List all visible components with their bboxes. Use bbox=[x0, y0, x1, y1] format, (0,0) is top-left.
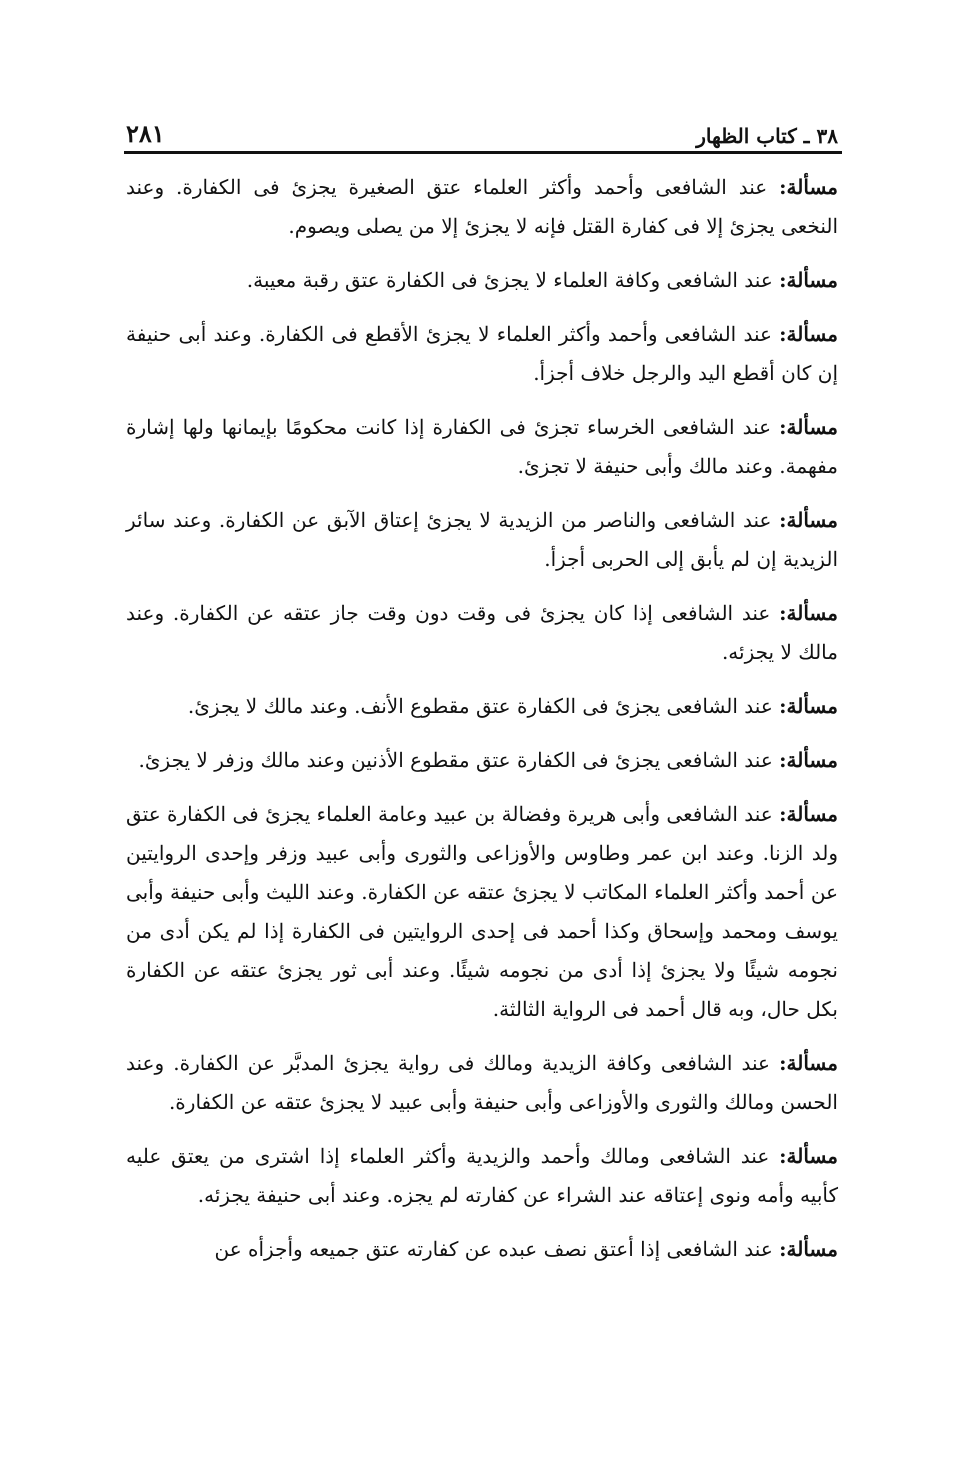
masala-text: عند الشافعى ومالك وأحمد والزيدية وأكثر العلماء إذا اشترى من يعتق عليه كأبيه وأمه ونوى إعتاقه عند الشراء عن كفارته لم يجزه. وعند أبى حنيفة يجزئه. bbox=[126, 1144, 838, 1207]
masala-paragraph bbox=[126, 1044, 838, 1122]
masala-label: مسألة: bbox=[779, 322, 838, 346]
masala-label: مسألة: bbox=[779, 694, 838, 718]
masala-text: عند الشافعى وأبى هريرة وفضالة بن عبيد وعامة العلماء يجزئ فى الكفارة عتق ولد الزنا. وعند ابن عمر وطاوس والأوزاعى والثورى وأبى عبيد وزفر وإحدى الروايتين عن أحمد وأكثر العلماء المكاتب لا يجزئ عتقه عن الكفارة. وعند الليث وأبى حنيفة وأبى يوسف ومحمد وإسحاق وكذا أحمد فى إحدى الروايتين فى الكفارة إذا لم يكن أدى من نجومه شيئًا ولا يجزئ إذا أدى من نجومه شيئًا. وعند أبى ثور يجزئ عتقه عن الكفارة بكل حال، وبه قال أحمد فى الرواية الثالثة. bbox=[126, 802, 839, 1021]
masala-paragraph bbox=[126, 594, 838, 672]
masala-label: مسألة: bbox=[779, 1051, 838, 1075]
masala-text: عند الشافعى إذا كان يجزئ فى وقت دون وقت جاز عتقه عن الكفارة. وعند مالك لا يجزئه. bbox=[126, 601, 838, 664]
page-body bbox=[126, 168, 838, 1284]
masala-paragraph bbox=[126, 795, 838, 1029]
page-number: ٢٨١ bbox=[126, 119, 165, 148]
masala-text: عند الشافعى والناصر من الزيدية لا يجزئ إعتاق الآبق عن الكفارة. وعند سائر الزيدية إن لم يأبق إلى الحربى أجزأ. bbox=[126, 508, 838, 571]
masala-label: مسألة: bbox=[779, 1237, 838, 1261]
header-rule bbox=[124, 151, 842, 154]
masala-text: عند الشافعى الخرساء تجزئ فى الكفارة إذا كانت محكومًا بإيمانها ولها إشارة مفهمة. وعند مالك وأبى حنيفة لا تجزئ. bbox=[126, 415, 838, 478]
masala-text: عند الشافعى يجزئ فى الكفارة عتق مقطوع الأذنين وعند مالك وزفر لا يجزئ. bbox=[138, 748, 773, 772]
masala-text: عند الشافعى إذا أعتق نصف عبده عن كفارته عتق جميعه وأجزأه عن bbox=[214, 1237, 773, 1261]
masala-label: مسألة: bbox=[779, 748, 838, 772]
masala-text: عند الشافعى وكافة العلماء لا يجزئ فى الكفارة عتق رقبة معيبة. bbox=[246, 268, 773, 292]
masala-label: مسألة: bbox=[779, 175, 839, 199]
masala-paragraph bbox=[126, 741, 838, 780]
masala-text: عند الشافعى يجزئ فى الكفارة عتق مقطوع الأنف. وعند مالك لا يجزئ. bbox=[187, 694, 773, 718]
masala-paragraph bbox=[126, 168, 838, 246]
masala-paragraph bbox=[126, 408, 838, 486]
masala-paragraph bbox=[126, 1230, 838, 1269]
masala-text: عند الشافعى وأحمد وأكثر العلماء عتق الصغيرة يجزئ فى الكفارة. وعند النخعى يجزئ إلا فى كفارة القتل فإنه لا يجزئ إلا من يصلى ويصوم. bbox=[126, 175, 838, 238]
masala-paragraph bbox=[126, 1137, 838, 1215]
masala-label: مسألة: bbox=[779, 268, 838, 292]
masala-label: مسألة: bbox=[779, 802, 839, 826]
chapter-title: ٣٨ ـ كتاب الظهار bbox=[696, 124, 838, 148]
masala-text: عند الشافعى وأحمد وأكثر العلماء لا يجزئ الأقطع فى الكفارة. وعند أبى حنيفة إن كان أقطع اليد والرجل خلاف أجزأ. bbox=[126, 322, 838, 385]
masala-text: عند الشافعى وكافة الزيدية ومالك فى رواية يجزئ المدبَّر عن الكفارة. وعند الحسن ومالك والثورى والأوزاعى وأبى حنيفة وأبى عبيد لا يجزئ عتقه عن الكفارة. bbox=[126, 1051, 838, 1114]
masala-paragraph bbox=[126, 501, 838, 579]
masala-label: مسألة: bbox=[779, 601, 838, 625]
masala-label: مسألة: bbox=[779, 1144, 839, 1168]
masala-paragraph bbox=[126, 315, 838, 393]
masala-paragraph bbox=[126, 261, 838, 300]
running-header bbox=[126, 112, 838, 148]
masala-paragraph bbox=[126, 687, 838, 726]
masala-label: مسألة: bbox=[779, 415, 839, 439]
masala-label: مسألة: bbox=[779, 508, 838, 532]
